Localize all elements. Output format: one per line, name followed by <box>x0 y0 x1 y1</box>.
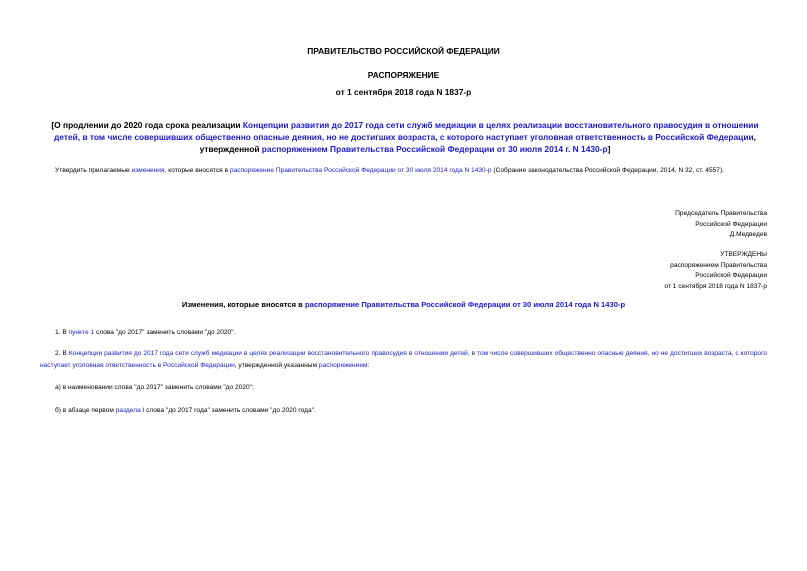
item2-text-1: 2. В <box>55 350 69 357</box>
approval-line-4: от 1 сентября 2018 года N 1837-р <box>664 282 767 290</box>
government-heading: ПРАВИТЕЛЬСТВО РОССИЙСКОЙ ФЕДЕРАЦИИ <box>307 46 500 56</box>
changes-heading-link[interactable]: распоряжение Правительства Российской Федерации от 30 июля 2014 года N 1430-р <box>304 300 626 309</box>
item-a-text: а) в наименовании слова "до 2017" заменить словами "до 2020"; <box>55 384 254 391</box>
item2-concept-link[interactable]: Концепции развития до 2017 года сети служб медиации в целях реализации восстановительного правосудия в отношении детей, в том числе совершивших общественно опасные деяния, но не достигших возраста, с которого наступает уголовная ответственность в Российской Федерации <box>40 350 767 369</box>
title-text-3: ] <box>607 144 611 154</box>
document-type-heading: РАСПОРЯЖЕНИЕ <box>367 70 440 80</box>
approval-line-1: УТВЕРЖДЕНЫ <box>720 251 767 258</box>
main-text-3: (Собрание законодательства Российской Федерации, 2014, N 32, ст. 4557). <box>491 167 724 174</box>
item-b <box>40 405 767 417</box>
signature-position: Председатель Правительства <box>675 210 767 217</box>
order-1430-link[interactable]: распоряжение Правительства Российской Федерации от 30 июля 2014 года N 1430-р <box>229 167 492 174</box>
approval-line-3: Российской Федерации <box>695 272 767 279</box>
document-date-number: от 1 сентября 2018 года N 1837-р <box>335 87 472 97</box>
item1-text-1: 1. В <box>55 329 69 336</box>
item1-text-2: слова "до 2017" заменить словами "до 2020". <box>94 329 236 336</box>
signature-org: Российской Федерации <box>695 220 767 228</box>
section-1-link[interactable]: раздела I <box>115 407 145 414</box>
point-1-link[interactable]: пункте 1 <box>68 329 95 336</box>
concept-link[interactable]: Концепции развития до 2017 года сети служб медиации в целях реализации восстановительного правосудия в отношении детей, в том числе совершивших общественно опасные деяния, но не достигших возраста, с которого наступает уголовная ответственность в Российской Федерации <box>54 120 759 142</box>
item-1 <box>40 327 767 339</box>
item-b-text-1: б) в абзаце первом <box>55 407 116 414</box>
changes-heading-text: Изменения, которые вносятся в <box>181 300 305 309</box>
document-title <box>50 119 760 155</box>
signature-name: Д.Медведев <box>729 231 767 238</box>
main-text-2: , которые вносятся в <box>164 167 230 174</box>
approval-block <box>664 250 767 292</box>
main-text-1: Утвердить прилагаемые <box>55 167 132 174</box>
item-b-text-2: слова "до 2017 года" заменить словами "до 2020 года". <box>144 407 316 414</box>
title-text-2: , утвержденной <box>199 132 756 154</box>
signature-block <box>675 209 767 241</box>
approval-line-2: распоряжением Правительства <box>670 261 767 269</box>
item-a <box>40 382 767 394</box>
item-2 <box>40 348 767 371</box>
changes-link[interactable]: изменения <box>131 167 165 174</box>
changes-heading <box>40 300 767 309</box>
main-paragraph <box>40 165 767 177</box>
item2-text-2: , утвержденной указанным <box>234 361 319 369</box>
item2-text-3: : <box>367 361 370 369</box>
item2-order-link[interactable]: распоряжением <box>318 361 368 369</box>
title-text-1: [О продлении до 2020 года срока реализации <box>51 120 243 130</box>
order-link[interactable]: распоряжением Правительства Российской Федерации от 30 июля 2014 г. N 1430-р <box>261 144 608 154</box>
